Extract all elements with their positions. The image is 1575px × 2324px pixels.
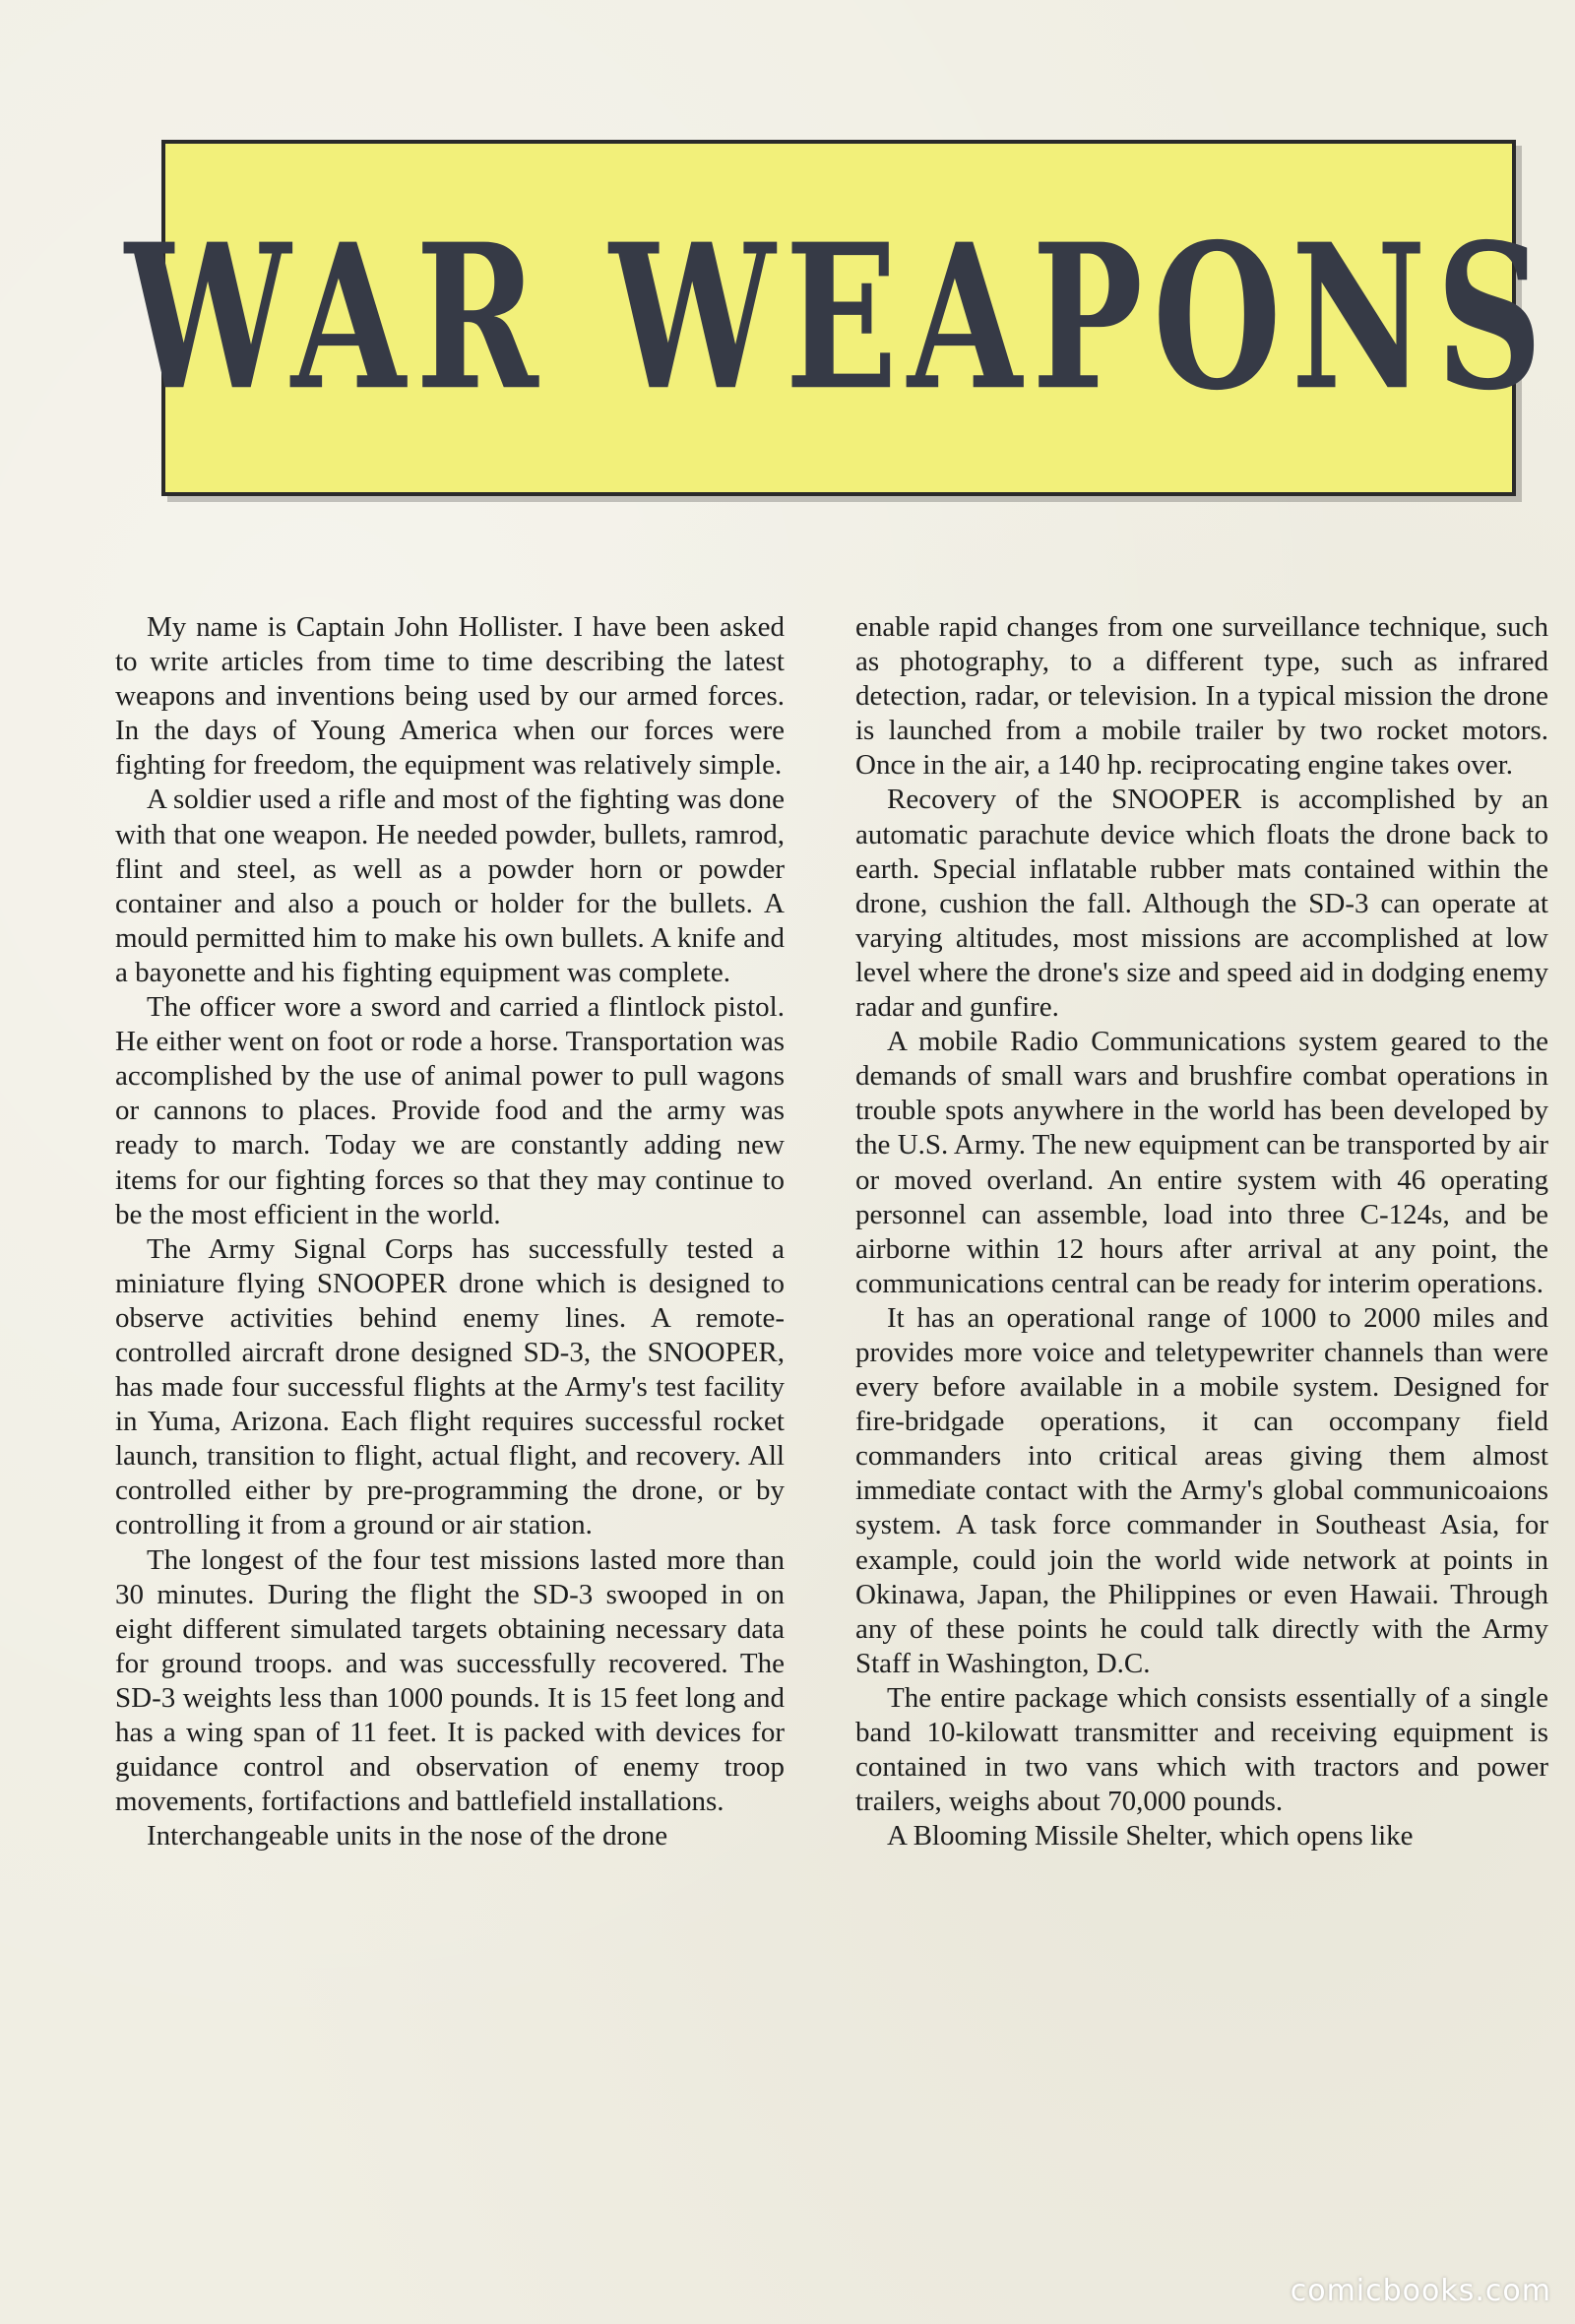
page-title: WAR WEAPONS (124, 201, 1553, 435)
paragraph-continued: enable rapid changes from one surveillance technique, such as photography, to a different type, such as infrared detection, radar, or television. In a typical mission the drone is launched from a mobile trailer by two rocket motors. Once in the air, a 140 hp. reciprocating engine takes over. (855, 611, 1548, 782)
right-column (855, 610, 1548, 1853)
paragraph: The longest of the four test missions lasted more than 30 minutes. During the flight the SD-3 swooped in on eight different simulated targets obtaining necessary data for ground troops. and was successfully recovered. The SD-3 weights less than 1000 pounds. It is 15 feet long and has a wing span of 11 feet. It is packed with devices for guidance control and observation of enemy troop movements, fortifactions and battlefield installations. (115, 1543, 785, 1818)
paragraph: Interchangeable units in the nose of the drone (147, 1820, 668, 1853)
paragraph: Recovery of the SNOOPER is accomplished by an automatic parachute device which floats the drone back to earth. Special inflatable rubber mats contained within the drone, cushion the fall. Although the SD-3 can operate at varying altitudes, most missions are accomplished at low level where the drone's size and speed aid in dodging enemy radar and gunfire. (855, 784, 1548, 1024)
paragraph: The entire package which consists essentially of a single band 10-kilowatt transmitter and receiving equipment is contained in two vans which with tractors and power trailers, weighs about 70,000 pounds. (855, 1681, 1548, 1818)
paragraph: My name is Captain John Hollister. I have been asked to write articles from time to time describing the latest weapons and inventions being used by our armed forces. In the days of Young America when our forces were fighting for freedom, the equipment was relatively simple. (115, 611, 785, 782)
paragraph: A Blooming Missile Shelter, which opens like (887, 1820, 1414, 1853)
left-column (115, 610, 785, 1853)
paragraph: It has an operational range of 1000 to 2000 miles and provides more voice and teletypewriter channels than were every before available in a mobile system. Designed for fire-bridgade operations, it can occompany field commanders into critical areas giving them almost immediate contact with the Army's global communicoaions system. A task force commander in Southeast Asia, for example, could join the world wide network at points in Okinawa, Japan, the Philippines or even Hawaii. Through any of these points he could talk directly with the Army Staff in Washington, D.C. (855, 1301, 1548, 1679)
paragraph: The officer wore a sword and carried a flintlock pistol. He either went on foot or rode a horse. Transportation was accomplished by the use of animal power to pull wagons or cannons to places. Provide food and the army was ready to march. Today we are constantly adding new items for our fighting forces so that they may continue to be the most efficient in the world. (115, 991, 785, 1230)
paragraph: The Army Signal Corps has successfully tested a miniature flying SNOOPER drone which is designed to observe activities behind enemy lines. A remote-controlled aircraft drone designed SD-3, the SNOOPER, has made four successful flights at the Army's test facility in Yuma, Arizona. Each flight requires successful rocket launch, transition to flight, actual flight, and recovery. All controlled either by pre-programming the drone, or by controlling it from a ground or air station. (115, 1232, 785, 1541)
paragraph: A mobile Radio Communications system geared to the demands of small wars and brushfire combat operations in trouble spots anywhere in the world has been developed by the U.S. Army. The new equipment can be transported by air or moved overland. An entire system with 46 operating personnel can assemble, load into three C-124s, and be airborne within 12 hours after arrival at any point, the communications central can be ready for interim operations. (855, 1026, 1548, 1299)
paragraph: A soldier used a rifle and most of the fighting was done with that one weapon. He needed powder, bullets, ramrod, flint and steel, as well as a powder horn or powder container and also a pouch or holder for the bullets. A mould permitted him to make his own bullets. A knife and a bayonette and his fighting equipment was complete. (115, 784, 785, 988)
title-banner (124, 140, 1553, 496)
watermark: comicbooks.com (1290, 2274, 1551, 2308)
